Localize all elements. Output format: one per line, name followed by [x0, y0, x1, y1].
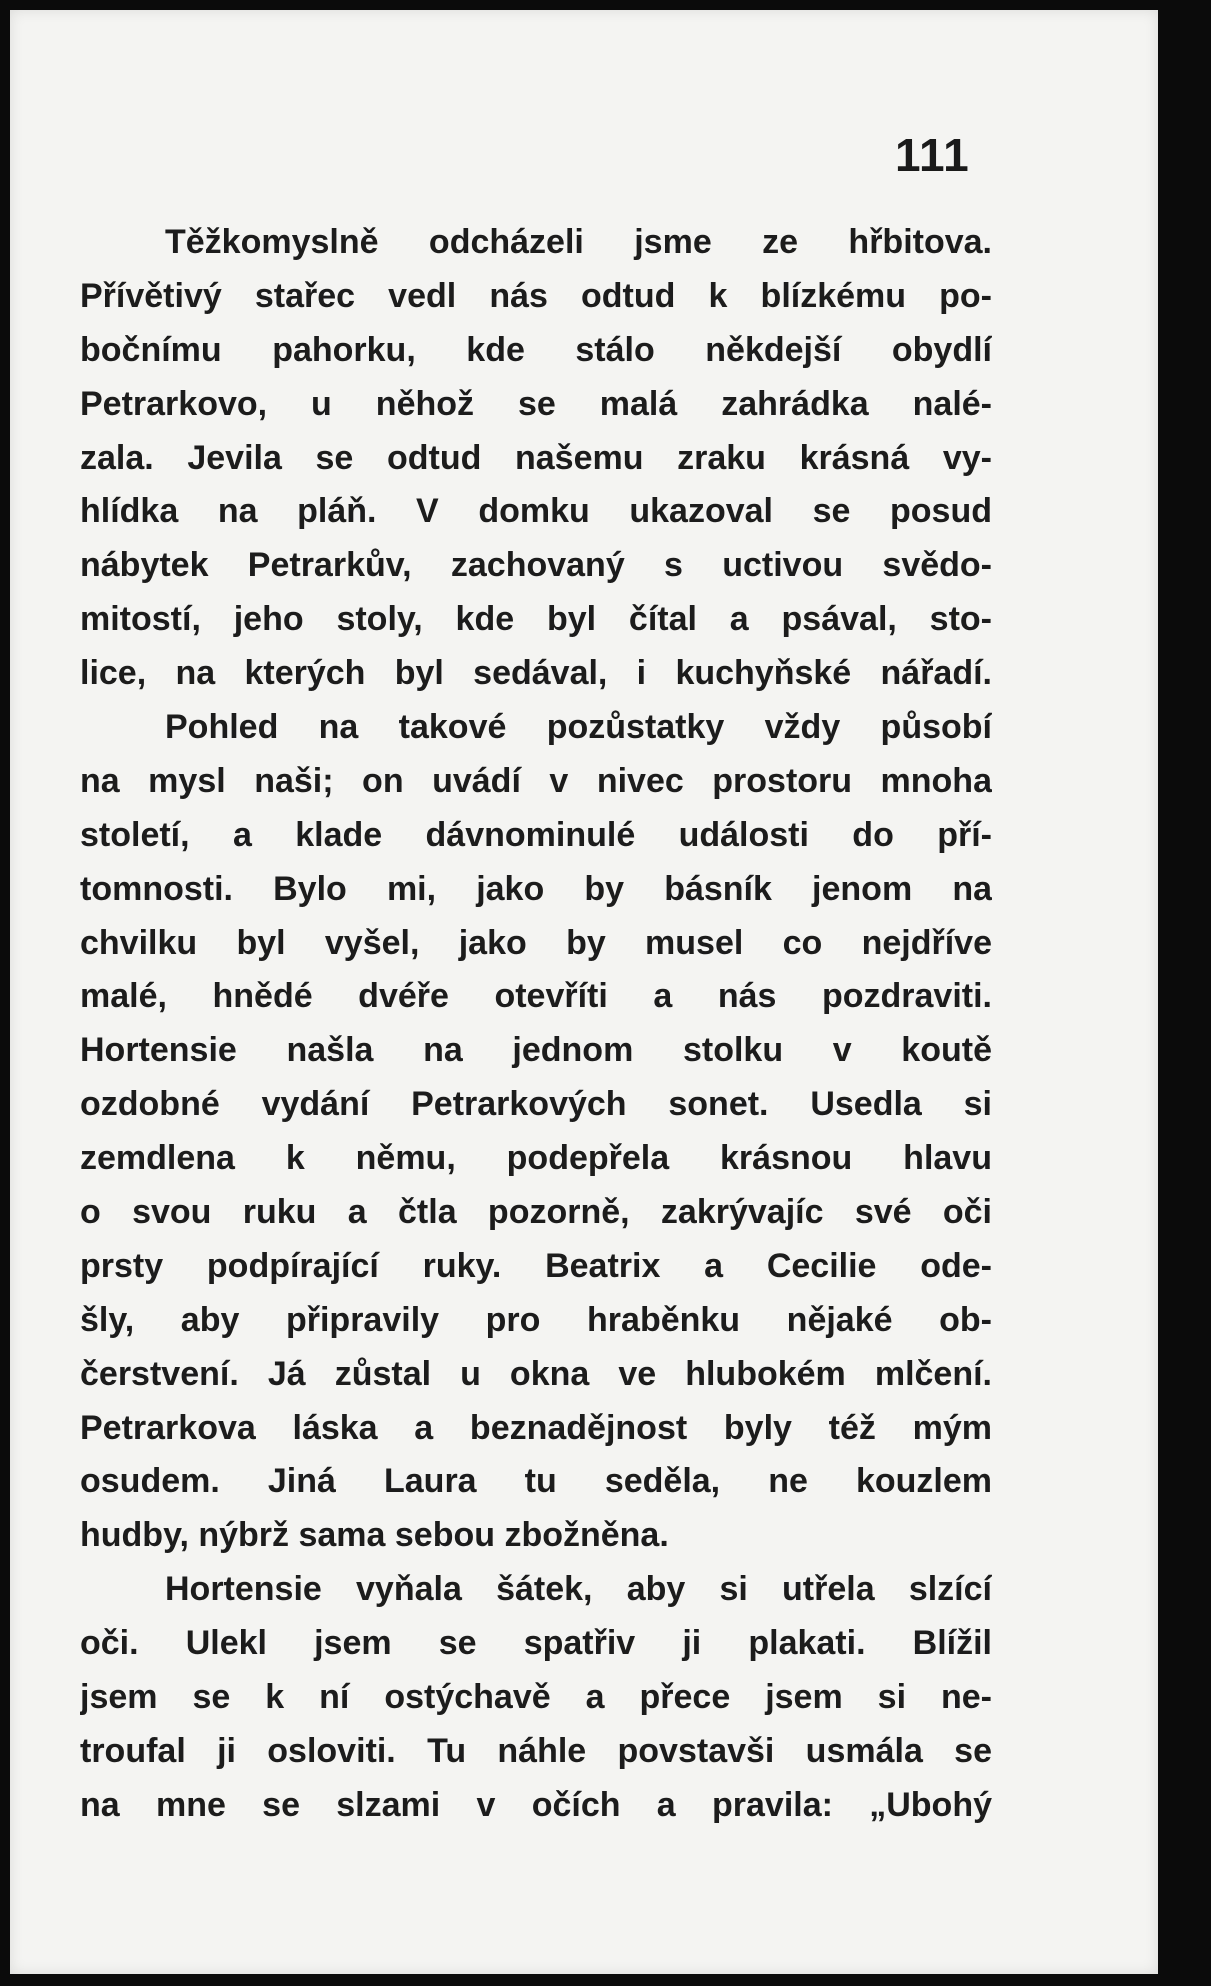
- text-line: o svou ruku a čtla pozorně, zakrývajíc své oči: [80, 1193, 992, 1232]
- text-line: nábytek Petrarkův, zachovaný s uctivou svědo-: [80, 546, 992, 585]
- text-line: zala. Jevila se odtud našemu zraku krásná vy-: [80, 438, 992, 477]
- text-line: Přívětivý stařec vedl nás odtud k blízkému po-: [80, 276, 992, 315]
- text-line: na mne se slzami v očích a pravila: „Ubohý: [80, 1785, 992, 1824]
- text-line: tomnosti. Bylo mi, jako by básník jenom na: [80, 869, 992, 908]
- text-line: chvilku byl vyšel, jako by musel co nejdříve: [80, 923, 992, 962]
- text-line: ozdobné vydání Petrarkových sonet. Usedla si: [80, 1085, 992, 1124]
- text-line: Hortensie vyňala šátek, aby si utřela slzící: [165, 1570, 992, 1609]
- text-line: troufal ji osloviti. Tu náhle povstavši usmála se: [80, 1731, 992, 1770]
- text-line: zemdlena k němu, podepřela krásnou hlavu: [80, 1139, 992, 1178]
- text-line: Hortensie našla na jednom stolku v koutě: [80, 1031, 992, 1070]
- text-line: Těžkomyslně odcházeli jsme ze hřbitova.: [165, 223, 992, 261]
- text-line: oči. Ulekl jsem se spatřiv ji plakati. Blížil: [80, 1624, 992, 1663]
- text-line: prsty podpírající ruky. Beatrix a Cecilie ode-: [80, 1246, 992, 1285]
- text-line: šly, aby připravily pro hraběnku nějaké ob-: [80, 1300, 992, 1339]
- text-line: Pohled na takové pozůstatky vždy působí: [165, 708, 992, 747]
- book-page: [10, 10, 1158, 1974]
- text-line: osudem. Jiná Laura tu seděla, ne kouzlem: [80, 1462, 992, 1501]
- text-line: Petrarkovo, u něhož se malá zahrádka nalé-: [80, 384, 992, 423]
- text-line: malé, hnědé dvéře otevříti a nás pozdraviti.: [80, 977, 992, 1016]
- text-line: lice, na kterých byl sedával, i kuchyňské nářadí.: [80, 654, 992, 693]
- text-line: jsem se k ní ostýchavě a přece jsem si ne-: [80, 1678, 992, 1717]
- text-line: čerstvení. Já zůstal u okna ve hlubokém mlčení.: [80, 1354, 992, 1393]
- text-line: mitostí, jeho stoly, kde byl čítal a psával, sto-: [80, 600, 992, 639]
- text-line: století, a klade dávnominulé události do pří-: [80, 815, 992, 854]
- text-line: na mysl naši; on uvádí v nivec prostoru mnoha: [80, 761, 992, 800]
- text-line: Petrarkova láska a beznadějnost byly též mým: [80, 1408, 992, 1447]
- page-number: 111: [895, 129, 970, 181]
- text-line: bočnímu pahorku, kde stálo někdejší obydlí: [80, 330, 992, 369]
- text-line: hlídka na pláň. V domku ukazoval se posud: [80, 492, 992, 531]
- text-line: hudby, nýbrž sama sebou zbožněna.: [80, 1516, 669, 1555]
- body-text: [80, 216, 992, 1833]
